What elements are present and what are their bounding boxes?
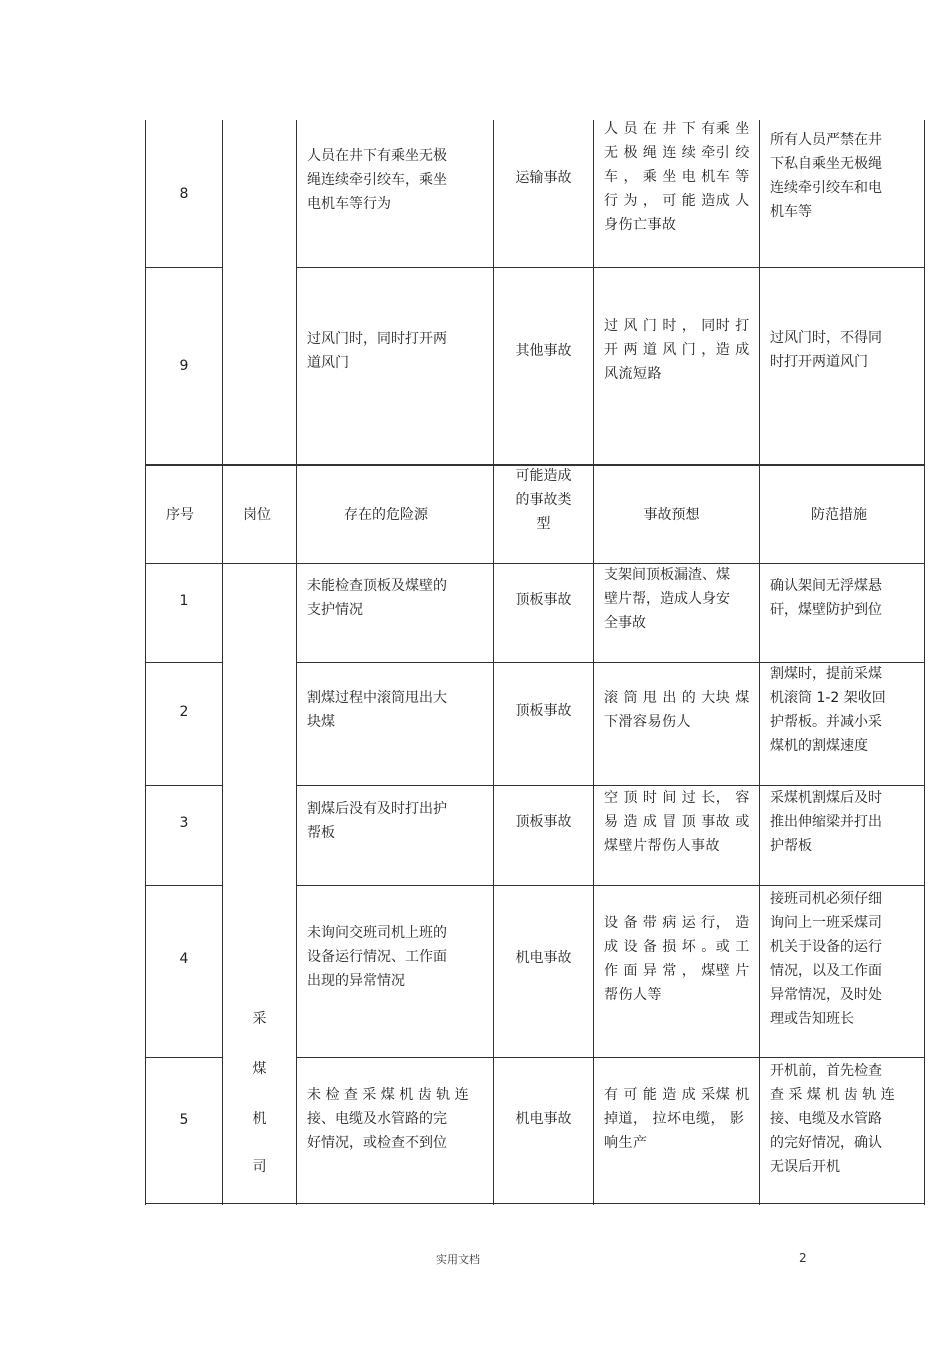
accident-type-text: 运输事故 <box>515 169 572 186</box>
post-label-char: 煤 <box>252 1061 267 1077</box>
prediction-cell: 人 员 在 井 下 有乘 坐 无 极 绳 连 续 牵引 绞 车 ， 乘 坐 电 机车 等 行 为 ， 可 能 造成 人 身伤亡事故 <box>604 120 750 233</box>
measures-cell: 过风门时，不得同 时打开两道风门 <box>770 330 882 370</box>
prediction-cell: 过 风 门 时 ， 同时 打 开 两 道 风 门 ，造 成 风流短路 <box>604 318 750 382</box>
table-row <box>146 886 222 1031</box>
prediction-cell: 滚 筒 甩 出 的 大块 煤 下滑容易伤人 <box>604 690 750 730</box>
accident-type-text: 顶板事故 <box>515 592 572 608</box>
hazard-cell: 人员在井下有乘坐无极 绳连续牵引绞车，乘坐 电机车等行为 <box>307 148 447 212</box>
row-number: 9 <box>179 358 189 374</box>
row-number: 8 <box>179 185 189 202</box>
table-bottom-line <box>145 1203 925 1204</box>
header-prediction <box>594 466 749 563</box>
header-measures-text: 防范措施 <box>811 506 867 523</box>
accident-type-cell <box>494 120 593 235</box>
accident-type-cell <box>494 663 593 759</box>
accident-type-cell <box>494 1058 593 1180</box>
footer-label: 实用文档 <box>436 1253 480 1266</box>
prediction-cell: 有 可 能 造 成 采煤 机 掉道， 拉坏电缆， 影 响生产 <box>604 1087 750 1151</box>
row-divider-8-9-right <box>296 267 925 268</box>
header-accident-type: 可能造成 的事故类 型 <box>515 468 572 532</box>
table-row <box>146 786 222 859</box>
header-hazard-text: 存在的危险源 <box>344 506 428 523</box>
post-label-char: 司 <box>252 1159 267 1175</box>
row-number: 3 <box>179 814 189 831</box>
row-number: 2 <box>179 704 189 720</box>
table-row <box>146 268 222 464</box>
accident-type-cell <box>494 886 593 1029</box>
table-row <box>146 564 222 637</box>
header-measures <box>760 466 918 563</box>
hazard-cell: 割煤过程中滚筒甩出大 块煤 <box>307 690 447 730</box>
table-row <box>146 663 222 761</box>
header-prediction-text: 事故预想 <box>643 506 700 523</box>
measures-cell: 接班司机必须仔细 询问上一班采煤司 机关于设备的运行 情况，以及工作面 异常情况，及时处 理或告知班长 <box>770 891 882 1027</box>
accident-type-cell <box>494 268 593 433</box>
prediction-cell: 支架间顶板漏渣、煤 壁片帮，造成人身安 全事故 <box>604 567 730 631</box>
accident-type-cell <box>494 786 593 858</box>
prediction-cell: 空 顶 时 间 过 长， 容 易 造 成 冒 顶 事故 或 煤壁片帮伤人事故 <box>604 790 750 854</box>
row-number: 5 <box>179 1112 189 1128</box>
measures-cell: 割煤时，提前采煤 机滚筒 1-2 架收回 护帮板。并减小采 煤机的割煤速度 <box>770 666 886 754</box>
post-label-char: 采 <box>252 1011 267 1027</box>
table-row <box>146 120 222 267</box>
hazard-cell: 未能检查顶板及煤壁的 支护情况 <box>307 578 447 618</box>
header-hazard <box>297 466 475 563</box>
table-row <box>146 1058 222 1182</box>
measures-cell: 采煤机割煤后及时 推出伸缩梁并打出 护帮板 <box>770 790 882 854</box>
measures-cell: 所有人员严禁在井 下私自乘坐无极绳 连续牵引绞车和电 机车等 <box>770 132 882 220</box>
post-label-char: 机 <box>252 1111 267 1127</box>
hazard-cell: 未 检 查 采 煤 机 齿 轨 连 接、电缆及水管路的完 好情况，或检查不到位 <box>307 1087 469 1151</box>
accident-type-text: 机电事故 <box>515 1111 572 1127</box>
row-number: 4 <box>179 950 189 967</box>
header-no <box>146 466 214 563</box>
measures-cell: 开机前，首先检查 查 采 煤 机 齿 轨 连 接、电缆及水管路 的完好情况，确认 无误后开机 <box>770 1063 895 1175</box>
hazard-cell: 割煤后没有及时打出护 帮板 <box>307 801 447 841</box>
header-no-text: 序号 <box>166 506 194 523</box>
row-number: 1 <box>179 592 189 609</box>
header-post-text: 岗位 <box>243 506 271 523</box>
measures-cell: 确认架间无浮煤悬 矸，煤壁防护到位 <box>770 578 882 618</box>
accident-type-text: 机电事故 <box>515 949 572 966</box>
header-post <box>223 466 291 563</box>
accident-type-text: 顶板事故 <box>515 814 572 830</box>
accident-type-text: 其他事故 <box>515 342 572 359</box>
page-number: 2 <box>799 1251 807 1265</box>
hazard-cell: 过风门时，同时打开两 道风门 <box>307 331 447 371</box>
hazard-cell: 未询问交班司机上班的 设备运行情况、工作面 出现的异常情况 <box>307 925 447 989</box>
accident-type-cell <box>494 564 593 636</box>
accident-type-text: 顶板事故 <box>515 703 572 719</box>
prediction-cell: 设 备 带 病 运 行， 造 成 设 备 损 坏 。或 工 作 面 异 常 ， 煤壁 片 帮伤人等 <box>604 915 750 1003</box>
